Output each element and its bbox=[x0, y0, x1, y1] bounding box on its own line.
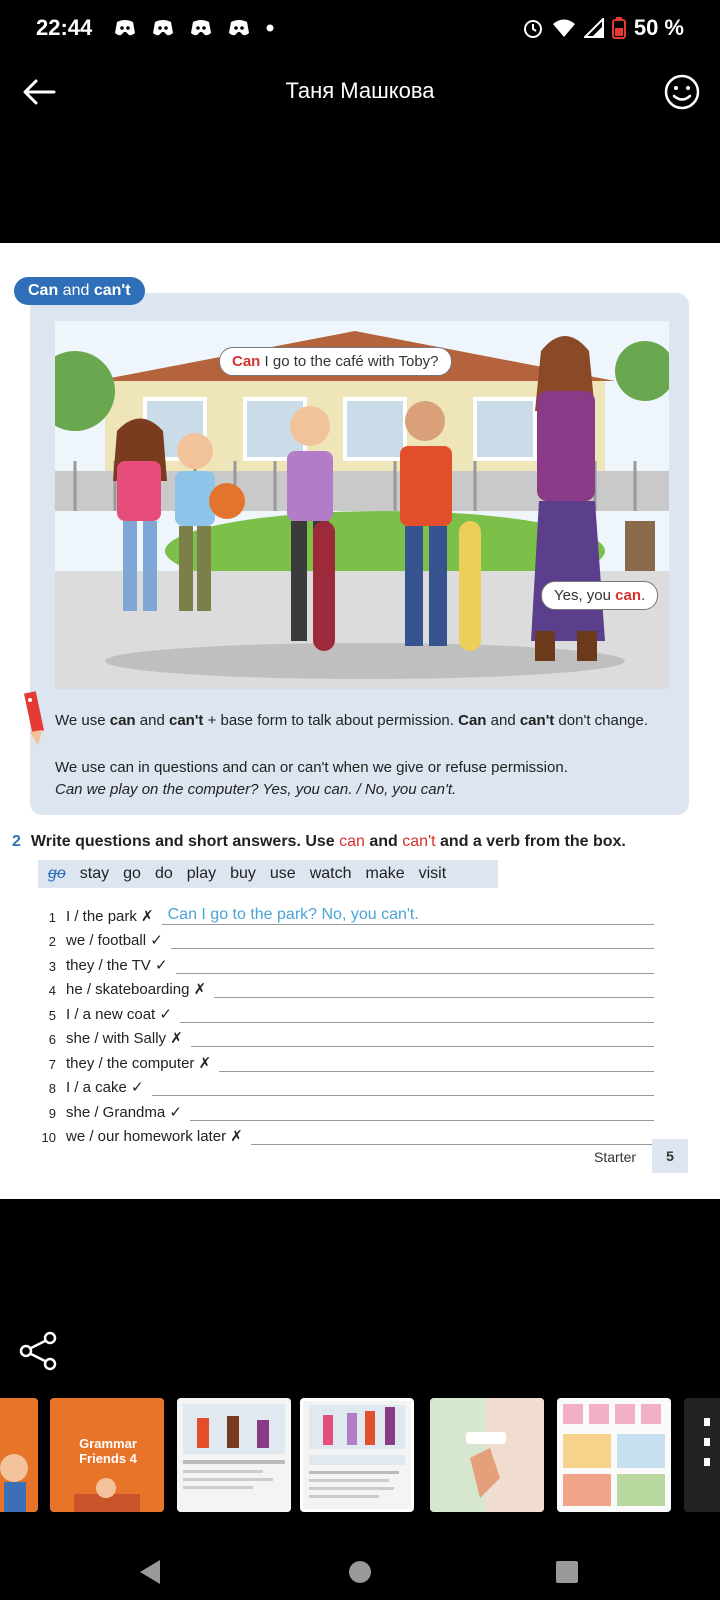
answer-line bbox=[191, 1029, 654, 1047]
grammar-example: Can we play on the computer? Yes, you can. / No, you can't. bbox=[55, 781, 457, 798]
verb-word: go bbox=[48, 865, 66, 882]
grammar-rule-2: We use can in questions and can or can't when we give or refuse permission. bbox=[55, 759, 568, 776]
exercise-item: 4 he / skateboarding ✗ bbox=[34, 974, 654, 999]
emoji-reaction-button[interactable] bbox=[662, 72, 702, 112]
verb-word: stay bbox=[79, 865, 110, 882]
exercise-item: 10 we / our homework later ✗ bbox=[34, 1121, 654, 1146]
discord-icon bbox=[114, 19, 136, 37]
thumbnail-comic[interactable] bbox=[557, 1398, 671, 1512]
thumbnail[interactable] bbox=[684, 1398, 720, 1512]
lesson-title-pill: Can and can't bbox=[14, 277, 145, 305]
exercise-item: 6 she / with Sally ✗ bbox=[34, 1023, 654, 1048]
dot-icon bbox=[266, 24, 274, 32]
exercise-item: 3 they / the TV ✓ bbox=[34, 949, 654, 974]
battery-percent: 50 % bbox=[633, 15, 684, 40]
cartoon-illustration bbox=[55, 321, 669, 689]
verb-box bbox=[38, 860, 498, 888]
thumbnail-selected[interactable] bbox=[300, 1398, 414, 1512]
answer-line bbox=[214, 980, 654, 998]
share-icon bbox=[21, 1333, 55, 1369]
exercise-list bbox=[34, 900, 654, 1145]
illustration-scene bbox=[55, 321, 669, 689]
nav-recents-button[interactable] bbox=[545, 1550, 589, 1594]
nav-back-button[interactable] bbox=[128, 1550, 172, 1594]
grammar-box bbox=[30, 293, 689, 815]
answer-line bbox=[152, 1078, 654, 1096]
discord-icon bbox=[152, 19, 174, 37]
exercise-title: 2 Write questions and short answers. Use can and can't and a verb from the box. bbox=[12, 833, 626, 850]
answer-line bbox=[176, 956, 654, 974]
answer-line bbox=[162, 907, 654, 925]
exercise-item: 1 I / the park ✗ Can I go to the park? No, you can't. bbox=[34, 900, 654, 925]
answer-line bbox=[219, 1054, 654, 1072]
exercise-item: 2 we / football ✓ bbox=[34, 925, 654, 950]
thumbnail[interactable] bbox=[177, 1398, 291, 1512]
triangle-back-icon bbox=[140, 1560, 160, 1584]
photo-viewer-image[interactable] bbox=[0, 243, 720, 1199]
exercise-item: 9 she / Grandma ✓ bbox=[34, 1096, 654, 1121]
signal-icon bbox=[584, 18, 604, 38]
nav-home-button[interactable] bbox=[338, 1550, 382, 1594]
verb-word: watch bbox=[309, 865, 352, 882]
answer-line bbox=[190, 1103, 654, 1121]
answer-line bbox=[180, 1005, 654, 1023]
contact-name: Таня Машкова bbox=[285, 78, 435, 103]
exercise-item: 8 I / a cake ✓ bbox=[34, 1072, 654, 1097]
speech-bubble-question: Can I go to the café with Toby? bbox=[219, 347, 452, 376]
share-button[interactable] bbox=[18, 1330, 60, 1372]
app-bar bbox=[0, 56, 720, 128]
thumbnail-title: Grammar Friends 4 bbox=[79, 1436, 137, 1466]
answer-line bbox=[171, 931, 654, 949]
verb-word: buy bbox=[230, 865, 256, 882]
exercise-item: 5 I / a new coat ✓ bbox=[34, 998, 654, 1023]
thumbnail-map[interactable] bbox=[430, 1398, 544, 1512]
page-number: 5 bbox=[652, 1139, 688, 1173]
system-nav-bar bbox=[0, 1540, 720, 1600]
grammar-rule-1: We use can and can't + base form to talk about permission. Can and can't don't change. bbox=[55, 712, 649, 729]
wifi-icon bbox=[552, 18, 576, 38]
verb-word: play bbox=[186, 865, 217, 882]
verb-word: go bbox=[123, 865, 141, 882]
square-recents-icon bbox=[556, 1561, 578, 1583]
discord-icon bbox=[190, 19, 212, 37]
circle-home-icon bbox=[349, 1561, 371, 1583]
alarm-icon bbox=[522, 17, 544, 39]
status-right bbox=[522, 15, 684, 41]
verb-word: use bbox=[269, 865, 296, 882]
verb-word: do bbox=[154, 865, 173, 882]
thumbnail-strip bbox=[0, 1398, 720, 1514]
page-section-label: Starter bbox=[594, 1149, 637, 1165]
thumbnail-grammar-friends[interactable] bbox=[50, 1398, 164, 1512]
discord-icon bbox=[228, 19, 250, 37]
handwritten-answer: Can I go to the park? No, you can't. bbox=[167, 905, 419, 923]
status-bar bbox=[0, 0, 720, 56]
smiley-icon bbox=[666, 76, 698, 108]
status-time: 22:44 bbox=[36, 15, 93, 40]
verb-word: visit bbox=[418, 865, 447, 882]
battery-icon bbox=[612, 17, 626, 39]
exercise-item: 7 they / the computer ✗ bbox=[34, 1047, 654, 1072]
pencil-icon bbox=[18, 688, 52, 748]
verb-word: make bbox=[365, 865, 405, 882]
answer-line bbox=[251, 1127, 654, 1145]
notification-icons bbox=[114, 19, 274, 37]
speech-bubble-answer: Yes, you can. bbox=[541, 581, 658, 610]
thumbnail[interactable] bbox=[0, 1398, 38, 1512]
